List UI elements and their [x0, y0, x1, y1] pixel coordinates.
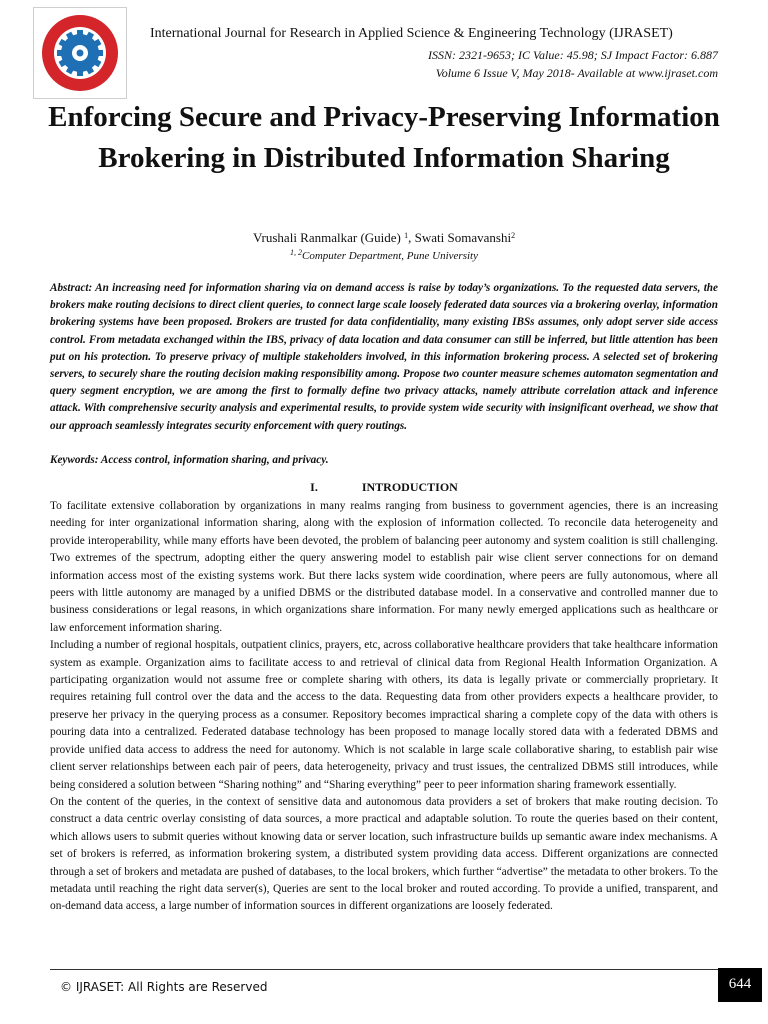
paper-title: Enforcing Secure and Privacy-Preserving Information Brokering in Distributed Information Sharing: [48, 101, 720, 174]
section-heading: [0, 480, 768, 495]
journal-volume-line: Volume 6 Issue V, May 2018- Available at www.ijraset.com: [435, 66, 718, 80]
journal-logo: [33, 7, 127, 99]
footer-copyright: © IJRASET: All Rights are Reserved: [60, 980, 268, 994]
section-title: INTRODUCTION: [361, 480, 458, 494]
journal-issn-line: ISSN: 2321-9653; IC Value: 45.98; SJ Impact Factor: 6.887: [428, 48, 718, 62]
introduction-body: [50, 498, 718, 916]
body-paragraph: On the content of the queries, in the context of sensitive data and autonomous data providers a set of brokers that make routing decision. To construct a data centric overlay consisting of data sources, a more practical and adaptable solution. To route the queries based on their content, which allows users to submit queries without knowing data or server location, such infrastructure builds up semantic aware index mechanisms. A set of brokers is referred, as information brokering system, a distributed system providing data access. Different organizations are connected through a set of brokers and metadata are pushed of databases, to the local brokers, which further “advertise” the metadata to other brokers. To the metadata until reaching the right data server(s), Queries are sent to the local broker and routed according. To provide a unified, transparent, and on-demand data access, a large number of information sources in different organizations are loosely federated.: [50, 795, 718, 913]
abstract: Abstract: An increasing need for information sharing via on demand access is raise by today’s organizations. To the requested data servers, the brokers make routing decisions to direct client queries, to connect large scale loosely federated data sources via a brokering overlay, information brokering systems have been proposed. Brokers are trusted for data confidentiality, many existing IBSs assumes, only adopt server side access control. From metadata exchanged within the IBS, privacy of data location and data consumer can still be inferred, but little attention has been put on his protection. To preserve privacy of multiple stakeholders involved, in this information brokering process. A selected set of brokering servers, to securely share the routing decision making responsibility among. Propose two counter measure schemes automaton segmentation and query segment encryption, we are among the first to formally define two privacy attacks, namely attribute correlation attack and inference attack. With comprehensive security analysis and experimental results, to provide system wide security with insignificant overhead, we show that our approach seamlessly integrates security enforcement with query routings.: [50, 282, 718, 432]
affiliation-line: [0, 250, 768, 262]
keywords: Keywords: Access control, information sharing, and privacy.: [50, 454, 329, 466]
footer-divider: [50, 969, 718, 970]
author-name: Swati Somavanshi: [414, 230, 512, 245]
affiliation-text: Computer Department, Pune University: [302, 250, 478, 262]
page-number: 644: [718, 968, 762, 1002]
affiliation-marker: 1, 2: [290, 248, 303, 257]
author-name: Vrushali Ranmalkar (Guide): [252, 230, 401, 245]
body-paragraph: To facilitate extensive collaboration by organizations in many realms ranging from business to government agencies, there is an increasing needing for inter organizational information sharing, along with the explosion of information collected. To reconcile data heterogeneity and provide interoperability, while many efforts have been devoted, the problem of balancing peer autonomy and system coalition is still challenging. Two extremes of the spectrum, adopting either the query answering model to establish pair wise client server connections for on demand information access most of the existing systems work. But there lacks system wide coordination, where peers are fully autonomous, where all peers with little autonomy are managed by a unified DBMS or the distributed database model. In a conservative and controlled manner due to business considerations or legal reasons, in which organizations share information. For many newly emerged applications such as healthcare or law enforcement information sharing.: [50, 500, 718, 634]
author-separator: ,: [408, 230, 415, 245]
body-paragraph: Including a number of regional hospitals, outpatient clinics, prayers, etc, across collaborative healthcare providers that take healthcare information system as example. Organization aims to facilitate access to and retrieval of clinical data from Regional Health Information Organization. A participating organization would not assume free or complete sharing with others, its data is legally private or commercially proprietary. It requires retaining full control over the data and the access to the data. Requesting data from other providers expects a healthcare provider, to preserve her privacy in the querying process as a consumer. Repository becomes impractical sharing a complete copy of the data with others is pouring data into a centralized. Federated database technology has been proposed to manage locally stored data with a federated DBMS and provide unified data access to address the need for autonomy. Which is not scalable in large scale collaborative sharing, to establish pair wise client server relationships between each pair of peers, data heterogeneity, privacy and trust issues, the centralized DBMS still introduces, while being considered a solution between “Sharing nothing” and “Sharing everything” peer to peer information sharing framework essentially.: [50, 639, 718, 791]
section-number: I.: [310, 480, 318, 494]
ijraset-seal-icon: [34, 8, 126, 98]
author-line: [0, 230, 768, 246]
author-affiliation-marker: 2: [511, 231, 516, 240]
journal-name: International Journal for Research in Applied Science & Engineering Technology (IJRASET): [150, 26, 673, 41]
author-affiliation-marker: 1: [404, 231, 409, 240]
